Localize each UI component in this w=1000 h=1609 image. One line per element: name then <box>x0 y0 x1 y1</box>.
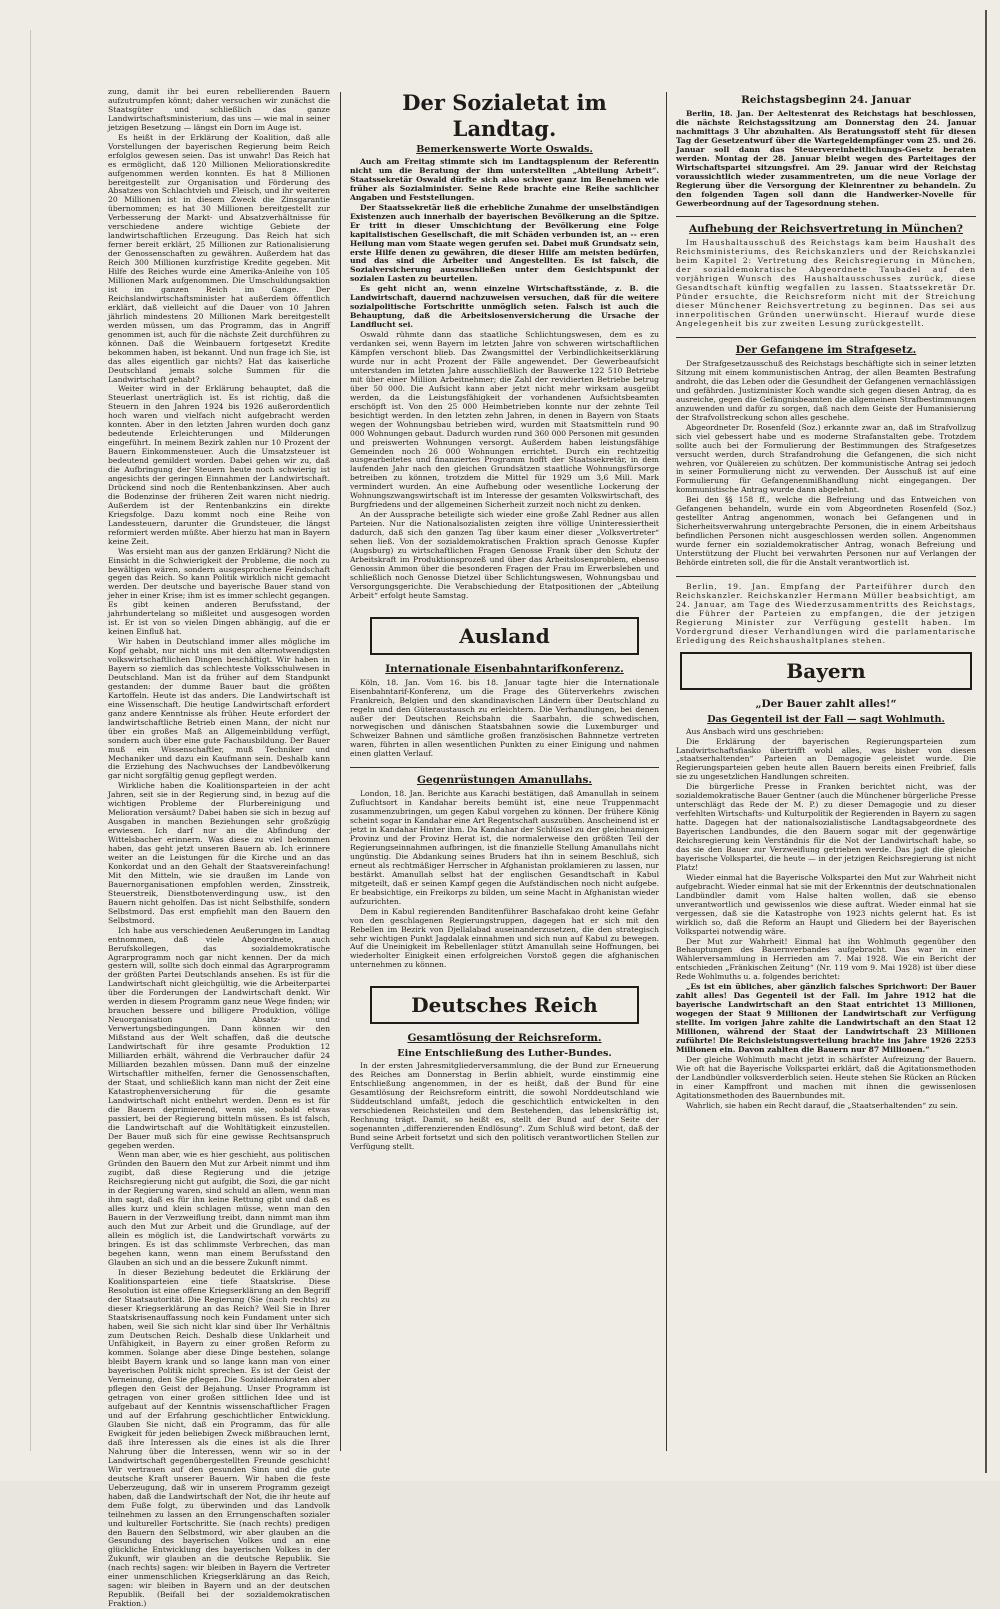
col3-paragraph: Bei den §§ 158 ff., welche die Befreiung und das Entweichen von Gefangenen behandeln, wurde ein vom Abgeordneten Rosenfeld (Soz.) gestellter Antrag angenommen, wonach bei Gefangenen und in Sicherheitsverwahrung untergebrachte Personen, die in einem Arbeitshaus befindlichen Personen nicht ausgeschlossen werden sollen. Angenommen wurde ferner ein sozialdemokratischer Antrag, wonach Befreiung und Unterstützung der Flucht bei verwahrten Personen nur auf Verlangen der Behörde eintreten soll, die für die Anstalt verantwortlich ist. <box>676 495 976 567</box>
col3-paragraph: Im Haushaltausschuß des Reichstags kam beim Haushalt des Reichsministeriums, des Reichskanzlers und der Reichskanzlei beim Kapitel 2: Vertretung des Reichsregierung in München, der sozialdemokratische Abgeordnete Taubadel auf den vorjährigen Wunsch des Haushaltausschusses zurück, diese Gesandtschaft künftig wegfallen zu lassen. Staatssekretär Dr. Pünder ersuchte, die Reichsreform nicht mit der Streichung dieser Münchener Reichsvertretung zu beginnen. Das sei aus innerpolitischen Gründen unerwünscht. Hierauf wurde diese Angelegenheit bis zur zweiten Lesung zurückgestellt. <box>676 238 976 329</box>
col2-paragraph: Dem in Kabul regierenden Banditenführer Baschafakao droht keine Gefahr von den geschlagenen Regierungstruppen, dagegen hat er sich mit den Rebellen im Bezirk von Djellalabad auseinanderzusetzen, die den strategisch sehr wichtigen Punkt Jagdalak einnahmen und sich nun auf Kabul zu bewegen. Auf die Uneinigkeit im Rebellenlager stützt Amanullah seine Hoffnungen, bei wiederholter Einigkeit einen erfolgreichen Vorstoß gegen die afghanischen unternehmen zu können. <box>350 906 659 970</box>
headline-eisenbahn: Internationale Eisenbahntarifkonferenz. <box>385 662 624 675</box>
headline-reichsvertretung: Aufhebung der Reichsvertretung in München? <box>689 223 963 236</box>
col1-paragraph: In dieser Beziehung bedeutet die Erklärung der Koalitionsparteien eine tiefe Staatskrise. Diese Resolution ist eine offene Kriegserklärung an den Begriff der Staatsautorität. Die Regierung (Sie (nach rechts) zu dieser Kriegserklärung an das Reich? Weil Sie in Ihrer Staatskrisenauffassung noch kein Fundament unter sich haben, weil Sie sich nicht klar sind über Ihr Verhältnis zum Deutschen Reich. Deshalb diese Unklarheit und Unfähigkeit, in Bayern zu einer großen Reform zu kommen. Solange aber diese Dinge bestehen, solange bleibt Bayern krank und so lange kann man von einer bayerischen Politik nicht sprechen. Es ist der Geist der Verneinung, den Sie pflegen. Die Sozialdemokraten aber pflegen den Geist der Bejahung. Unser Programm ist getragen von einer großen sittlichen Idee und ist aufgebaut auf der Kenntnis wissenschaftlicher Fragen und auf der Erfahrung geschichtlicher Entwicklung. Glauben Sie nicht, daß ein Programm, das für alle Ewigkeit für jeden beliebigen Zweck mißbrauchen lernt, daß ihre Interessen als die eines ist als die Ihrer Nahrung über die Interessen, wenn wir so in der Landwirtschaft gegenübergestellten Freunde geschicht! Wir vertrauen auf den gesunden Sinn und die gute deutsche Kraft unserer Bauern. Wir haben die feste Ueberzeugung, daß wir in unserem Programm gezeigt haben, daß die Landwirtschaft der Not, die ihr heute auf dem Fuße folgt, zu überwinden und das Landvolk teilnehmen zu lassen an den Errungenschaften sozialer und kultureller Fortschritte. Sie (nach rechts) predigen den Bauern den Selbstmord, wir aber glauben an die Gesundung des bayerischen Volkes und an eine glückliche Entwicklung des bayerischen Volkes in der Zukunft, wir glauben an die deutsche Republik. Sie (nach rechts) sagen: wir bleiben in Bayern die Vertreter einer unmenschlichen Kriegserklärung an das Reich, sagen: wir bleiben in Bayern und an der deutschen Republik. (Beifall bei der sozialdemokratischen Fraktion.) <box>108 1267 330 1609</box>
col3-paragraph: Der gleiche Wohlmuth macht jetzt in schärfster Aufreizung der Bauern. Wie oft hat die Bayerische Volkspartei erklärt, daß die Agitationsmethoden der Landbündler volksverderblich seien. Heute stehen Sie Rücken an Rücken in einer Kampffront und machen mit ihnen die gewissenlosen Agitationsmethoden des Bauernbundes mit. <box>676 1054 976 1100</box>
col1-paragraph: Ich habe aus verschiedenen Aeußerungen im Landtag entnommen, daß viele Abgeordnete, auch Berufskollegen, das sozialdemokratische Agrarprogramm noch gar nicht kennen. Der da mich gestern will, sollte sich doch einmal das Agrarprogramm der größten Partei Deutschlands ansehen. Es ist für die Landwirtschaft nicht gleichgültig, wie die Arbeiterpartei über die Forderungen der Landwirtschaft denkt. Wir werden in diesem Programm ganz neue Wege finden; wir brauchen bessere und billigere Produktion, völlige Neuorganisation im Absatz- und Verwertungsbedingungen. Dann können wir den Mißstand aus der Welt schaffen, daß die deutsche Landwirtschaft für ihre gesamte Produktion 12 Milliarden erhält, während die Verbraucher dafür 24 Milliarden bezahlen müssen. Dann muß der einzelne Wirtschaftler mithelfen, ferner die Genossenschaften, der Staat, und schließlich kann man nicht der Zeit eine Katastrophenversicherung für die gesamte Landwirtschaft nicht entbehrt werden. Denn es ist für die Bauern deprimierend, wenn sie, sobald etwas passiert, bei der Regierung bitteln müssen. Es ist falsch, die Landwirtschaft auf die Wohltätigkeit einzustellen. Der Bauer muß sich für eine gewisse Rechtsanspruch gegeben werden. <box>108 925 330 1150</box>
col2-paragraph: Auch am Freitag stimmte sich im Landtagsplenum der Referentin nicht um die Beratung der ihm unterstellten „Abteilung Arbeit“. Staatssekretär Oswald dürfte sich also schwer ganz im Benehmen wie früher als Sozialminister. Seine Rede brachte eine Reihe sachlicher Angaben und Feststellungen. <box>350 157 659 202</box>
col3-quote: „Es ist ein übliches, aber gänzlich falsches Sprichwort: Der Bauer zahlt alles! Das Gegenteil ist der Fall. Im Jahre 1912 hat die bayerische Landwirtschaft an den Staat entrichtet 13 Millionen, wogegen der Staat 9 Millionen der Landwirtschaft zur Verfügung stellte. Im vorigen Jahre zahlte die Landwirtschaft an den Staat 12 Millionen, während der Staat der Landwirtschaft 23 Millionen zuführte! Die Reichsleistungsverteilung brachte ins Jahre 1926 2253 Millionen ein. Davon zahlten die Bauern nur 87 Millionen.“ <box>676 982 976 1054</box>
col1-paragraph: Weiter wird in der Erklärung behauptet, daß die Steuerlast unerträglich ist. Es ist richtig, daß die Steuern in den Jahren 1924 bis 1926 außerordentlich hoch waren und vielfach nicht aufgebracht werden konnten. Aber in den letzten Jahren wurden doch ganz bedeutende Erleichterungen und Milderungen eingeführt. In meinem Bezirk zahlen nur 10 Prozent der Bauern Einkommensteuer. Auch die Umsatzsteuer ist bedeutend gemildert worden. Dabei gehen wir zu, daß die Aufbringung der Steuern heute noch schwierig ist angesichts der geringen Einnahmen der Landwirtschaft. Drückend sind noch die Rentenbankzinsen. Aber auch die Bodenzinse der früheren Zeit waren nicht niedrig. Außerdem ist der Rentenbankzins ein direkte Kriegsfolge. Dazu kommt noch eine Reihe von Landessteuern, darunter die Grundsteuer, die längst reformiert werden müßte. Aber hierzu hat man in Bayern keine Zeit. <box>108 384 330 546</box>
col2-paragraph: London, 18. Jan. Berichte aus Karachi bestätigen, daß Amanullah in seinem Zufluchtsort in Kandahar bereits bemüht ist, eine neue Truppenmacht zusammenzubringen, um gegen Kabul vorgehen zu können. Der frühere König scheint sogar in Kandahar eine Art Regentschaft auszuüben. Anscheinend ist er jetzt in Kandahar Hinter ihm. Da Kandahar der Schlüssel zu der gleichnamigen Provinz und der Provinz Herat ist, die normalerweise den größten Teil der Regierungseinnahmen aufbringen, ist die finanzielle Stellung Amanullahs nicht ungünstig. Die Abdankung seines Bruders hat ihn in seinem Beschluß, sich erneut als rechtmäßiger Herrscher in Afghanistan proklamieren zu lassen, nur bestärkt. Amanullah selbst hat der englischen Gesandtschaft in Kabul mitgeteilt, daß er seinen Kampf gegen die Aufständischen noch nicht aufgebe. Er beabsichtige, ein Freikorps zu bilden, um seine Macht in Afghanistan wieder aufzurichten. <box>350 789 659 906</box>
section-banner-deutsches-reich: Deutsches Reich <box>370 986 639 1024</box>
column-3 <box>676 88 976 1461</box>
divider <box>676 216 976 217</box>
col1-paragraph: zung, damit ihr bei euren rebellierenden Bauern aufzutrumpfen könnt; daher versuchen wir zunächst die Staatsgüter und schließlich das ganze Landwirtschaftsministerium, das uns — wie mal in seiner jetzigen Besetzung — längst ein Dorn im Auge ist. <box>108 87 330 132</box>
col2-paragraph: Es geht nicht an, wenn einzelne Wirtschaftsstände, z. B. die Landwirtschaft, dauernd nachzuweisen versuchen, daß für die weitere sozialpolitische Fortschritte unmöglich seien. Falsch ist auch die Behauptung, daß die Arbeitslosenversicherung die Ursache der Landflucht sei. <box>350 284 659 330</box>
headline-reichsreform: Gesamtlösung der Reichsreform. <box>407 1032 602 1045</box>
headline-bauer-zahlt: „Der Bauer zahlt alles!“ <box>755 697 897 710</box>
subhead-oswald: Bemerkenswerte Worte Oswalds. <box>416 144 593 155</box>
column-rule-2 <box>666 92 667 1451</box>
col3-paragraph: Die Erklärung der bayerischen Regierungsparteien zum Landwirtschaftsfiasko übertrifft wohl alles, was bisher von diesen „staatserhaltenden“ Parteien an Demagogie geleistet wurde. Die Regierungsparteien geben heute allen Bauern bereits einen Freibrief, falls sie zu ungesetzlichen Handlungen schreiten. <box>676 736 976 782</box>
section-banner-ausland: Ausland <box>370 617 639 655</box>
column-rule-1 <box>340 92 341 1451</box>
col3-paragraph: Wahrlich, sie haben ein Recht darauf, die „Staatserhaltenden“ zu sein. <box>686 1100 958 1110</box>
col1-paragraph: Wir haben in Deutschland immer alles mögliche im Kopf gehabt, nur nicht uns mit den alternotwendigsten volkswirtschaftlichen Dingen beschäftigt. Wir haben in Bayern so ziemlich das schlechteste Volksschulwesen in Deutschland. Man ist da früher auf dem Standpunkt gestanden: der dumme Bauer baut die größten Kartoffeln. Heute ist das anders. Die Landwirtschaft ist eine Wissenschaft. Die heutige Landwirtschaft erfordert ganz andere Kenntnisse als früher. Heute erfordert der landwirtschaftliche Betrieb einen Mann, der nicht nur über ein großes Maß an Allgemeinbildung verfügt, sondern auch über eine gute Fachausbildung. Der Bauer muß ein Wissenschaftler, muß Techniker und Mechaniker und dazu ein Kaufmann sein. Deshalb kann die Erziehung des Nachwuchses der Landbevölkerung gar nicht sorgfältig genug gepflegt werden. <box>108 637 330 781</box>
col3-paragraph: Berlin, 19. Jan. Empfang der Parteiführer durch den Reichskanzler. Reichskanzler Hermann Müller beabsichtigt, am 24. Januar, am Tage des Wiederzusammentritts des Reichstags, die Führer der Parteien zu empfangen, die der jetzigen Regierung Minister zur Verfügung gestellt haben. Im Vordergrund dieser Verhandlungen wird die parlamentarische Erledigung des Reichshaushaltplanes stehen. <box>676 581 976 645</box>
headline-sozialetat: Der Sozialetat im Landtag. <box>402 90 607 141</box>
col3-paragraph: Der Strafgesetzausschuß des Reichstags beschäftigte sich in seiner letzten Sitzung mit einem kommunistischen Antrag, der allen Beamten Bestrafung androht, die das Leben oder die Gesundheit der Gefangenen vernachlässigen und gefährden. Justizminister Koch wandte sich gegen diesen Antrag, da es ausreiche, gegen die Gefängnisbeamten die allgemeinen Strafbestimmungen anzuwenden und dafür zu sorgen, daß nach dem Geiste der Humanisierung der Strafvollstreckung schon alles geschehe. <box>676 359 976 422</box>
col1-paragraph: Wenn man aber, wie es hier geschieht, aus politischen Gründen den Bauern den Mut zur Arbeit nimmt und ihm zugibt, daß diese Regierung und die jetzige Reichsregierung nicht gut aufgibt, die Sozi, die gar nicht in der Regierung waren, sind schuld an allem, wenn man ihm sagt, daß es für ihn keine Rettung gibt und daß es alles kurz und klein schlagen müsse, wenn man den Bauern in der Verzweiflung treibt, dann nimmt man ihm auch den Mut zur Arbeit und die Grundlage, auf der allein es möglich ist, die Landwirtschaft vorwärts zu bringen. Es ist das schlimmste Verbrechen, das man begehen kann, wenn man einem Berufsstand den Glauben an sich und an die bessere Zukunft nimmt. <box>108 1150 330 1267</box>
col1-paragraph: Wirkliche haben die Koalitionsparteien in der acht Jahren, seit sie in der Regierung sind, in bezug auf die wichtigen Probleme der Flurbereinigung und Melioration versäumt? Dabei haben sie sich in bezug auf Ausgaben in manchen Beziehungen sehr großzügig erwiesen. Ich darf nur an die Abfindung der Wittelsbacher erinnern. Was diese zu viel bekommen haben, das geht jetzt unseren Bauern ab. Ich erinnere weiter an die Leistungen für die Kirche und an das Konkordat und an den Gehalt der Staatsvereinfachung! Mit den Mitteln, wie sie draußen im Lande von Bauernorganisationen empfohlen werden, Zinsstreik, Steuerstreik, Dienstbotenverdingung usw., ist den Bauern nicht geholfen. Das ist nicht Selbsthilfe, sondern Selbstmord. Das erst empfiehlt man den Bauern den Selbstmord. <box>108 781 330 925</box>
col1-paragraph: Was ersieht man aus der ganzen Erklärung? Nicht die Einsicht in die Schwierigkeit der Probleme, die noch zu bewältigen wären, sondern ausgesprochene Feindschaft gegen das Reich. So kann Politik wirklich nicht gemacht werden. Der deutsche und bayerische Bauer stand von jeher in einer Krise; ihm ist es immer schlecht gegangen. Es gibt keinen anderen Berufsstand, der jahrhundertelang so mißleitet und ausgesogen worden ist. Er ist von so vielen Dingen abhängig, auf die er keinen Einfluß hat. <box>108 546 330 637</box>
page-edge-right <box>985 10 987 1473</box>
col3-paragraph: Abgeordneter Dr. Rosenfeld (Soz.) erkannte zwar an, daß im Strafvollzug sich viel gebessert habe und es moderne Strafanstalten gebe. Trotzdem sollte auch bei der Formulierung der Bestimmungen des Strafgesetzes versucht werden, durch Strafandrohung die Gefangenen, die sich nicht wehren, vor Quälereien zu schützen. Der kommunistische Antrag sei jedoch in seiner Formulierung nicht zu verwenden. Der Ausschuß ist auf eine Formulierung für Gefangenenmißhandlung nicht eingegangen. Der kommunistische Antrag wurde dann abgelehnt. <box>676 422 976 495</box>
col2-paragraph: Der Staatssekretär ließ die erhebliche Zunahme der unselbständigen Existenzen auch innerhalb der bayerischen Bevölkerung an die Spitze. Er tritt in dieser Umschichtung der Bevölkerung eine Folge kapitalistischen Gesellschaft, die mit Schäden verbunden ist, an -- eren Heilung man vom Staate wegen gerufen sei. Dabei muß Grundsatz sein, erste Hilfe denen zu gewähren, die dieser Hilfe am meisten bedürfen, und das sind die Arbeiter und Angestellten. Es ist falsch, die Sozialversicherung auszuschließen unter dem Gesichtspunkt der sozialen Lasten zu beurteilen. <box>350 202 659 284</box>
col3-paragraph: Aus Ansbach wird uns geschrieben: <box>686 726 824 736</box>
headline-amanullah: Gegenrüstungen Amanullahs. <box>416 774 593 787</box>
col3-paragraph: Berlin, 18. Jan. Der Aeltestenrat des Reichstags hat beschlossen, die nächste Reichstagssitzung am Donnerstag den 24. Januar nachmittags 3 Uhr abzuhalten. Als Beratungsstoff steht für diesen Tag der Gesetzentwurf über die Wartegeldempfänger vom 25. und 26. Januar soll dann das Steuervereinheitlichungs-Gesetz beraten werden. Montag der 28. Januar bleibt wegen des Parteitages der Wirtschaftspartei sitzungsfrei. Am 29. Januar wird der Reichstag voraussichtlich wieder zusammentreten, um die neue Vorlage der Regierung über die Versorgung der Kleinrentner zu behandeln. Zu den folgenden Tagen soll dann die Handwerker-Novelle für Gewerbeordnung auf der Tagesordnung stehen. <box>676 109 976 208</box>
col3-paragraph: Die bürgerliche Presse in Franken berichtet nicht, was der sozialdemokratische Bauer Gentner (auch die Münchener bürgerliche Presse unterschlägt das Rede der M. P.) zu dieser Demagogie und zu dieser verfehlten Wirtschafts- und Kulturpolitik der Regierenden in Bayern zu sagen hatte. Dagegen hat der nationalsozialistische Landtagsabgeordnete des Bayerischen Landbundes, die den Bauern sogar mit der gegenwärtige Reichsregierung kein Verständnis für die Not der Landwirtschaft habe, so das sie den Bauer zur Verzweiflung getrieben werde. Das jagt die gleiche bayerische Volkspartei, die heute — in der jetzigen Reichsregierung ist nicht Platz! <box>676 782 976 872</box>
col2-paragraph: An der Aussprache beteiligte sich wieder eine große Zahl Redner aus allen Parteien. Nur die Nationalsozialisten zeigten ihre völlige Uninteressiertheit dadurch, daß sich den ganzen Tag über kaum einer dieser „Volksvertreter“ sehen ließ. Von der sozialdemokratischen Fraktion sprach Genosse Kupfer (Augsburg) zu wirtschaftlichen Fragen Genosse Frank über den Schutz der Arbeitskraft im Produktionsprozeß und über das Arbeitslosenproblem, ebenso Genossin Ammon über die besonderen Fragen der Frau im Erwerbsleben und schließlich noch Genosse Dietzel über Schlichtungswesen, Wohnungsbau und Versorgungsgerichte. Die Verabschiedung der Etatpositionen der „Abteilung Arbeit“ erfolgt heute Samstag. <box>350 510 659 600</box>
subhead-luther-bund: Eine Entschließung des Luther-Bundes. <box>397 1048 612 1060</box>
col3-paragraph: Wieder einmal hat die Bayerische Volkspartei den Mut zur Wahrheit nicht aufgebracht. Wieder einmal hat sie mit der Erkenntnis der deutschnationalen Landbündler damit vom Halse halten wollen, daß sie ebenso unverantwortlich und gewissenlos wie diese auftrat. Wieder einmal hat sie vergessen, daß sie die Katastrophe von 1923 nichts gelernt hat. Es ist wirklich so, daß die Reform an Haupt und Gliedern bei der Bayerischen Volkspartei notwendig wäre. <box>676 872 976 936</box>
headline-gefangene: Der Gefangene im Strafgesetz. <box>735 344 917 357</box>
col2-paragraph: Oswald rühmte dann das staatliche Schlichtungswesen, dem es zu verdanken sei, wenn Bayern im letzten Jahre von schweren wirtschaftlichen Kämpfen verschont blieb. Das Zwangsmittel der Verbindlichkeitserklärung wurde nur in acht Prozent der Fälle angewendet. Der Gewerbeaufsicht unterstanden im letzten Jahre ausschließlich der Bauwerke 122 510 Betriebe mit über einer Million Arbeitnehmer; die Zahl der revidierten Betriebe betrug über 50 000. Die Aufsicht kann aber jetzt nicht mehr wirksam ausgeübt werden, da die Leistungsfähigkeit der vorhandenen Aufsichtsbeamten erschöpft ist. Von den 25 000 Heimbetrieben konnte nur der zehnte Teil besichtigt werden. In den letzten zehn Jahren, in denen in Bayern von Staats wegen der Wohnungsbau betrieben wird, wurden mit Staatsmitteln rund 90 000 Wohnungen gebaut. Dadurch wurden rund 360 000 Personen mit gesunden und preiswerten Wohnungen versorgt. Außerdem haben leistungsfähige Gemeinden noch 26 000 Wohnungen errichtet. Durch ein rechtzeitig ausgearbeitetes und finanziertes Programm hofft der Staatssekretär, in dem laufenden Jahr nach den gleichen Grundsätzen staatliche Wohnungsfürsorge betreiben zu können, trotzdem die Mittel für 1929 um 3,6 Mill. Mark vermindert wurden. An eine Aufhebung oder wesentliche Lockerung der Wohnungszwangswirtschaft ist im Interesse der gesamten Volkswirtschaft, des Burgfriedens und der allgemeinen Sicherheit zurzeit noch nicht zu denken. <box>350 330 659 510</box>
divider <box>676 337 976 338</box>
col2-paragraph: In der ersten Jahresmitgliederversammlung, die der Bund zur Erneuerung des Reiches am Donnerstag in Berlin abhielt, wurde einstimmig eine Entschließung angenommen, in der es heißt, daß der Bund für eine Gesamtlösung der Reichsreform eintritt, die sowohl Norddeutschland wie Süddeutschland umfaßt, jedoch die geschichtlich entwickelten in den verschiedenen Reichsteilen und dem Bestehenden, das lebenskräftig ist, Rechnung trägt. Damit, so heißt es, stellt der Bund auf der Seite der sogenannten „differenzierenden Endlösung“. Zum Schluß wird betont, daß der Bund seine Arbeit fortsetzt und sich den politisch verantwortlichen Stellen zur Verfügung stellt. <box>350 1061 659 1151</box>
col2-paragraph: Köln, 18. Jan. Vom 16. bis 18. Januar tagte hier die Internationale Eisenbahntarif-Konferenz, um die Frage des Güterverkehrs zwischen Frankreich, Belgien und den skandinavischen Ländern über Deutschland zu regeln und den Güteraustausch zu erleichtern. Die Verhandlungen, bei denen außer der Deutschen Reichsbahn die Saarbahn, die schwedischen, norwegischen und dänischen Staatsbahnen sowie die Luxemburger und Schweizer Bahnen und sämtliche großen französischen Bahnnetze vertreten waren, führten in allen wesentlichen Punkten zu einer Einigung und nahmen einen glatten Verlauf. <box>350 677 659 759</box>
divider <box>350 767 659 768</box>
column-1 <box>108 87 330 1609</box>
column-2 <box>350 88 659 1461</box>
headline-reichstagsbeginn: Reichstagsbeginn 24. Januar <box>741 94 911 106</box>
divider <box>676 576 976 577</box>
section-banner-bayern: Bayern <box>680 652 972 690</box>
col3-paragraph: Der Mut zur Wahrheit! Einmal hat ihn Wohlmuth gegenüber den Behauptungen des Bauernverbandes aufgebracht. Das war in einer Wählerversammlung in Herrieden am 7. Mai 1928. Wie ein Bericht der entschieden „Fränkischen Zeitung“ (Nr. 119 vom 9. Mai 1928) ist über diese Rede Wohlmuths u. a. folgendes berichtet: <box>676 936 976 982</box>
subhead-wohlmuth: Das Gegenteil ist der Fall — sagt Wohlmuth. <box>707 713 945 725</box>
col1-paragraph: Es heißt in der Erklärung der Koalition, daß alle Vorstellungen der bayerischen Regierung beim Reich erfolglos gewesen seien. Das ist unwahr! Das Reich hat es ermöglicht, daß 120 Millionen Meliorationskredite aufgenommen werden konnten. Es hat 8 Millionen bereitgestellt zur Organisation und Förderung des Absatzes von Schlachtvieh und Fleisch, und ihr weiteren 20 Millionen ist in diesem Zweck die Zinsgarantie übernommen; es hat 30 Millionen bereitgestellt zur Verbesserung der Markt- und Absatzverhältnisse für verschiedene andere wichtige Gebiete der landwirtschaftlichen Erzeugung. Das Reich hat sich ferner bereit erklärt, 25 Millionen zur Rationalisierung der Genossenschaften zu gewähren. Außerdem hat das Reich 300 Millionen kurzfristige Kredite gegeben. Mit Hilfe des Reiches wurde eine Amerika-Anleihe von 105 Millionen Mark aufgenommen. Die Umschuldungsaktion ist im ganzen Reich im Gange. Der Reichslandwirtschaftsminister hat außerdem öffentlich erklärt, daß vielleicht auf die Dauer von 10 Jahren jährlich mindestens 20 Millionen Mark bereitgestellt werden müssen, um das Programm, das in Angriff genommen ist, auch für die nächste Zeit durchführen zu können. Daß die Weinbauern fortgesetzt Kredite bekommen haben, ist bekannt. Und nun frage ich Sie, ist das alles eigentlich gar nichts? Hat das kaiserliche Deutschland jemals solche Summen für die Landwirtschaft gehabt? <box>108 132 330 384</box>
page-edge-left <box>30 30 31 1451</box>
